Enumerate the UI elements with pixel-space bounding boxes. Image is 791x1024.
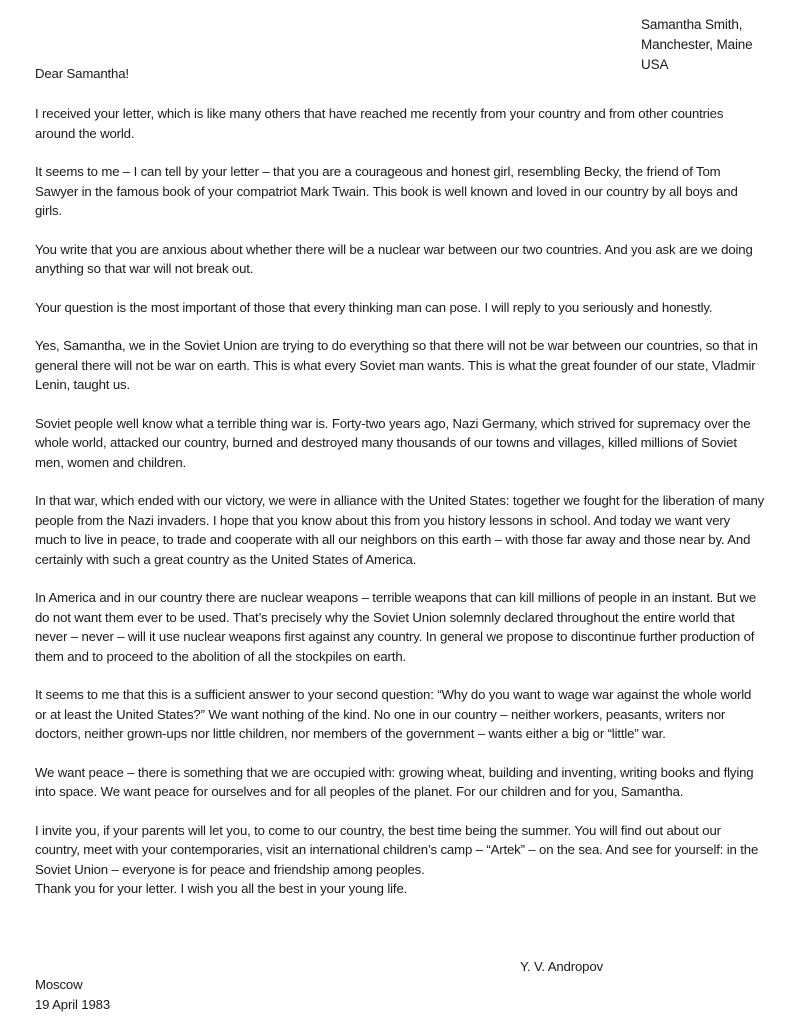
letter-body bbox=[35, 64, 765, 899]
recipient-name: Samantha Smith, bbox=[641, 17, 743, 32]
paragraph-5: Yes, Samantha, we in the Soviet Union are trying to do everything so that there will not be war between our countries, so that in general there will not be war on earth. This is what every Soviet man wants. This is what the great founder of our state, Vladmir Lenin, taught us. bbox=[35, 338, 758, 392]
date: 19 April 1983 bbox=[35, 997, 111, 1012]
paragraph-8: In America and in our country there are nuclear weapons – terrible weapons that can kill millions of people in an instant. But we do not want them ever to be used. That’s precisely why the Soviet Union solemnly declared throughout the entire world that never – never – will it use nuclear weapons first against any country. In general we propose to discontinue further production of them and to proceed to the abolition of all the stockpiles on earth. bbox=[35, 590, 757, 664]
signature: Y. V. Andropov bbox=[520, 959, 603, 974]
paragraph-4: Your question is the most important of those that every thinking man can pose. I will reply to you seriously and honestly. bbox=[35, 299, 713, 315]
paragraph-3: You write that you are anxious about whether there will be a nuclear war between our two countries. And you ask are we doing anything so that war will not break out. bbox=[35, 241, 753, 276]
paragraph-10: We want peace – there is something that we are occupied with: growing wheat, building and inventing, writing books and flying into space. We want peace for ourselves and for all peoples of the planet. For our children and for you, Samantha. bbox=[35, 764, 754, 799]
place: Moscow bbox=[35, 977, 83, 992]
salutation: Dear Samantha! bbox=[35, 66, 129, 81]
paragraph-9: It seems to me that this is a sufficient answer to your second question: “Why do you want to wage war against the whole world or at least the United States?” We want nothing of the kind. No one in our country – neither workers, peasants, writers nor doctors, neither grown-ups nor little children, nor members of the government – wants either a big or “little” war. bbox=[35, 687, 752, 741]
recipient-country: USA bbox=[641, 57, 669, 72]
paragraph-2: It seems to me – I can tell by your letter – that you are a courageous and honest girl, resembling Becky, the friend of Tom Sawyer in the famous book of your compatriot Mark Twain. This book is well known and loved in our country by all boys and girls. bbox=[35, 164, 738, 218]
paragraph-6: Soviet people well know what a terrible thing war is. Forty-two years ago, Nazi Germany, which strived for supremacy over the whole world, attacked our country, burned and destroyed many thousands of our towns and villages, killed millions of Soviet men, women and children. bbox=[35, 415, 751, 470]
place-date bbox=[35, 975, 110, 1015]
paragraph-1: I received your letter, which is like many others that have reached me recently from your country and from other countries around the world. bbox=[35, 106, 724, 141]
paragraph-11: I invite you, if your parents will let you, to come to our country, the best time being the summer. You will find out about our country, meet with your contemporaries, visit an international children’s camp – “Artek” – on the sea. And see for yourself: in the Soviet Union – everyone is for peace and friendship among peoples. bbox=[35, 822, 759, 877]
recipient-city: Manchester, Maine bbox=[641, 37, 753, 52]
paragraph-7: In that war, which ended with our victory, we were in alliance with the United States: together we fought for the liberation of many people from the Nazi invaders. I hope that you know about this from you history lessons in school. And today we want very much to live in peace, to trade and cooperate with all our neighbors on this earth – with those far away and those near by. And certainly with such a great country as the United States of America. bbox=[35, 493, 765, 567]
closing-line: Thank you for your letter. I wish you all the best in your young life. bbox=[35, 881, 408, 896]
